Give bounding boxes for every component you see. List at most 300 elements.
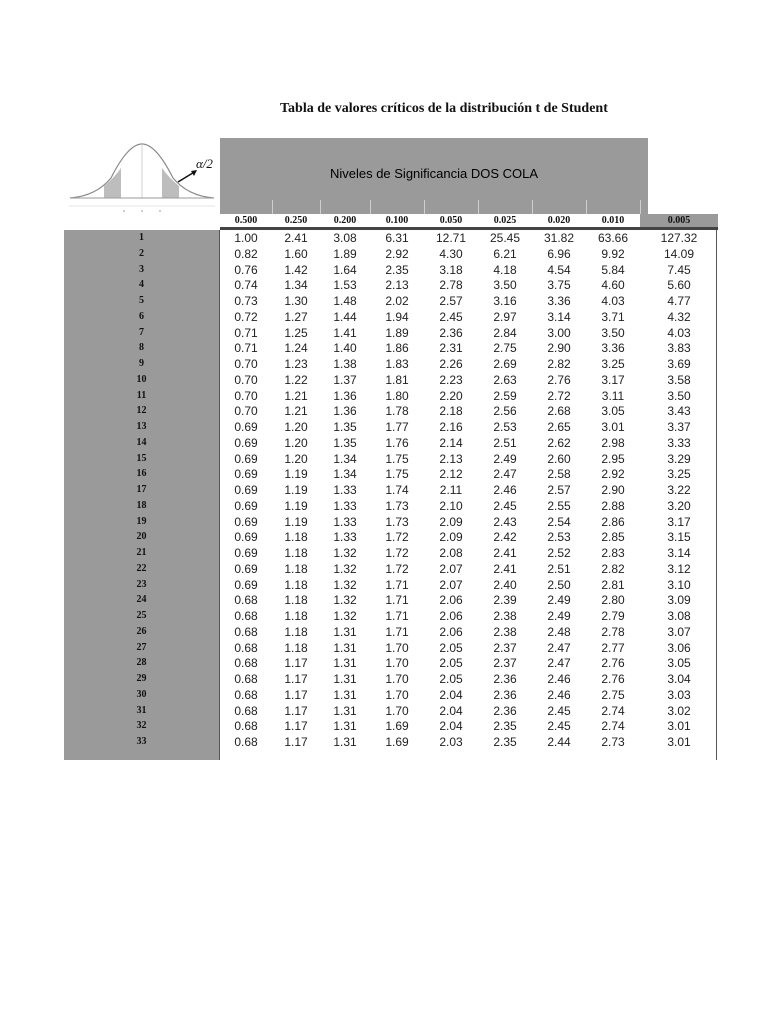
critical-value-cell: 63.66: [597, 231, 629, 245]
critical-value-cell: 1.70: [385, 672, 409, 686]
critical-value-cell: 2.36: [439, 325, 463, 340]
critical-value-cell: 2.38: [493, 624, 517, 639]
critical-value-cell: 2.08: [439, 546, 463, 560]
critical-value-cell: 1.34: [284, 278, 308, 293]
degrees-of-freedom-cell: 30: [136, 688, 147, 700]
critical-value-cell: 1.64: [333, 262, 357, 277]
degrees-of-freedom-cell: 26: [136, 625, 147, 637]
critical-value-cell: 2.06: [439, 609, 463, 623]
critical-value-cell: 1.71: [385, 609, 409, 623]
critical-value-cell: 1.32: [333, 546, 357, 560]
critical-value-cell: 14.09: [663, 246, 695, 261]
critical-value-cell: 1.32: [333, 593, 357, 608]
degrees-of-freedom-cell: 27: [136, 641, 147, 653]
critical-value-cell: 3.15: [667, 530, 691, 545]
critical-value-cell: 1.17: [284, 735, 308, 749]
critical-value-cell: 2.50: [547, 577, 571, 592]
degrees-of-freedom-cell: 12: [136, 405, 147, 417]
critical-value-cell: 0.68: [234, 719, 258, 734]
critical-value-cell: 3.01: [601, 420, 625, 434]
critical-value-cell: 2.46: [547, 687, 571, 702]
critical-value-cell: 1.18: [284, 609, 308, 623]
critical-value-cell: 0.68: [234, 672, 258, 686]
critical-value-cell: 1.18: [284, 561, 308, 576]
critical-value-cell: 3.20: [667, 498, 691, 513]
critical-value-cell: 1.34: [333, 451, 357, 466]
critical-value-cell: 2.58: [547, 467, 571, 482]
critical-value-cell: 2.04: [439, 687, 463, 702]
header-tick: [586, 200, 587, 214]
critical-value-cell: 0.73: [234, 294, 258, 308]
degrees-of-freedom-cell: 20: [136, 531, 147, 543]
critical-value-cell: 2.45: [547, 719, 571, 734]
critical-value-cell: 2.57: [439, 294, 463, 308]
page-title: Tabla de valores críticos de la distribución t de Student: [280, 101, 608, 116]
critical-value-cell: 1.36: [333, 404, 357, 419]
degrees-of-freedom-cell: 9: [139, 358, 144, 369]
critical-value-cell: 1.18: [284, 530, 308, 545]
critical-value-cell: 2.77: [601, 640, 625, 655]
critical-value-cell: 2.75: [493, 341, 517, 356]
critical-value-cell: 0.69: [234, 561, 258, 576]
column-header: 0.500: [234, 215, 258, 226]
critical-value-cell: 0.69: [234, 546, 258, 560]
critical-value-cell: 3.05: [601, 404, 625, 419]
critical-value-cell: 2.82: [601, 561, 625, 576]
critical-value-cell: 1.31: [333, 703, 357, 718]
critical-value-cell: 1.35: [333, 435, 357, 450]
table-row: [64, 293, 718, 309]
critical-value-cell: 0.69: [234, 483, 258, 497]
column-header: 0.200: [333, 215, 357, 226]
critical-value-cell: 3.02: [667, 703, 691, 718]
critical-value-cell: 1.80: [385, 388, 409, 403]
degrees-of-freedom-cell: 2: [139, 247, 144, 259]
header-tick: [424, 200, 425, 214]
critical-value-cell: 2.11: [439, 483, 463, 497]
critical-value-cell: 0.70: [234, 404, 258, 419]
critical-value-cell: 1.33: [333, 483, 357, 497]
critical-value-cell: 3.01: [667, 719, 691, 734]
critical-value-cell: 7.45: [667, 262, 691, 277]
critical-value-cell: 1.76: [385, 435, 409, 450]
table-row: [64, 671, 718, 687]
critical-value-cell: 0.71: [234, 341, 258, 356]
critical-value-cell: 3.16: [493, 294, 517, 308]
critical-value-cell: 2.37: [493, 640, 517, 655]
critical-value-cell: 1.72: [385, 561, 409, 576]
critical-value-cell: 1.70: [385, 656, 409, 671]
critical-value-cell: 6.96: [547, 246, 571, 261]
critical-value-cell: 1.17: [284, 703, 308, 718]
table-row: [64, 482, 718, 498]
critical-value-cell: 2.05: [439, 640, 463, 655]
critical-value-cell: 2.56: [493, 404, 517, 419]
degrees-of-freedom-cell: 1: [139, 232, 144, 243]
table-row: [64, 340, 718, 356]
table-row: [64, 498, 718, 514]
critical-value-cell: 1.21: [284, 404, 308, 419]
critical-value-cell: 1.83: [385, 357, 409, 371]
critical-value-cell: 1.86: [385, 341, 409, 356]
critical-value-cell: 0.68: [234, 703, 258, 718]
degrees-of-freedom-cell: 5: [139, 295, 144, 306]
critical-value-cell: 2.86: [601, 514, 625, 529]
critical-value-cell: 4.77: [667, 294, 691, 308]
critical-value-cell: 4.32: [667, 309, 691, 324]
critical-value-cell: 2.35: [493, 719, 517, 734]
critical-value-cell: 1.72: [385, 546, 409, 560]
table-row: [64, 529, 718, 545]
critical-value-cell: 3.14: [547, 309, 571, 324]
critical-value-cell: 2.74: [601, 703, 625, 718]
critical-value-cell: 2.48: [547, 624, 571, 639]
column-header: 0.025: [493, 215, 517, 226]
table-row: [64, 703, 718, 719]
critical-value-cell: 1.24: [284, 341, 308, 356]
critical-value-cell: 2.46: [547, 672, 571, 686]
critical-value-cell: 1.19: [284, 467, 308, 482]
table-row: [64, 230, 718, 246]
degrees-of-freedom-cell: 13: [136, 421, 147, 432]
critical-value-cell: 3.01: [667, 735, 691, 749]
critical-value-cell: 2.53: [493, 420, 517, 434]
critical-value-cell: 2.76: [601, 656, 625, 671]
critical-value-cell: 0.70: [234, 357, 258, 371]
critical-value-cell: 0.68: [234, 609, 258, 623]
critical-value-cell: 3.06: [667, 640, 691, 655]
table-row: [64, 451, 718, 467]
critical-value-cell: 3.12: [667, 561, 691, 576]
alpha-label: α/2: [196, 156, 213, 171]
critical-value-cell: 1.78: [385, 404, 409, 419]
critical-value-cell: 1.73: [385, 498, 409, 513]
critical-value-cell: 6.21: [493, 246, 517, 261]
critical-value-cell: 9.92: [601, 246, 625, 261]
table-row: [64, 262, 718, 278]
critical-value-cell: 5.84: [601, 262, 625, 277]
significance-header-label: Niveles de Significancia DOS COLA: [329, 166, 539, 181]
degrees-of-freedom-cell: 4: [139, 279, 144, 291]
critical-value-cell: 3.17: [601, 372, 625, 387]
critical-value-cell: 2.06: [439, 593, 463, 608]
degrees-of-freedom-cell: 17: [136, 484, 147, 495]
critical-value-cell: 3.50: [493, 278, 517, 293]
critical-value-cell: 3.71: [601, 309, 625, 324]
critical-value-cell: 2.88: [601, 498, 625, 513]
degrees-of-freedom-cell: 22: [136, 562, 147, 574]
critical-value-cell: 2.49: [547, 609, 571, 623]
critical-value-cell: 2.78: [601, 624, 625, 639]
column-header: 0.050: [439, 215, 463, 226]
critical-value-cell: 1.31: [333, 672, 357, 686]
critical-value-cell: 0.68: [234, 593, 258, 608]
critical-value-cell: 2.51: [493, 435, 517, 450]
critical-value-cell: 1.20: [284, 451, 308, 466]
critical-value-cell: 1.69: [385, 735, 409, 749]
critical-value-cell: 1.44: [333, 309, 357, 324]
critical-value-cell: 3.43: [667, 404, 691, 419]
degrees-of-freedom-cell: 3: [139, 263, 144, 275]
critical-value-cell: 1.19: [284, 483, 308, 497]
critical-value-cell: 3.05: [667, 656, 691, 671]
header-tick: [532, 200, 533, 214]
critical-value-cell: 1.33: [333, 530, 357, 545]
critical-value-cell: 4.60: [601, 278, 625, 293]
critical-value-cell: 0.68: [234, 624, 258, 639]
critical-value-cell: 2.02: [385, 294, 409, 308]
critical-value-cell: 1.31: [333, 624, 357, 639]
degrees-of-freedom-cell: 18: [136, 499, 147, 511]
critical-value-cell: 1.34: [333, 467, 357, 482]
critical-value-cell: 2.42: [493, 530, 517, 545]
critical-value-cell: 1.21: [284, 388, 308, 403]
critical-value-cell: 1.75: [385, 467, 409, 482]
critical-value-cell: 1.60: [284, 246, 308, 261]
critical-value-cell: 1.70: [385, 640, 409, 655]
table-row: [64, 624, 718, 640]
table-row: [64, 419, 718, 435]
table-row: [64, 577, 718, 593]
critical-value-cell: 1.17: [284, 719, 308, 734]
critical-value-cell: 1.89: [333, 246, 357, 261]
critical-value-cell: 3.58: [667, 372, 691, 387]
critical-value-cell: 2.26: [439, 357, 463, 371]
critical-value-cell: 1.94: [385, 309, 409, 324]
critical-value-cell: 3.36: [601, 341, 625, 356]
table-row: [64, 561, 718, 577]
critical-value-cell: 2.40: [493, 577, 517, 592]
critical-value-cell: 1.71: [385, 624, 409, 639]
critical-value-cell: 2.13: [385, 278, 409, 293]
critical-value-cell: 3.69: [667, 357, 691, 371]
table-row: [64, 655, 718, 671]
critical-value-cell: 3.83: [667, 341, 691, 356]
header-tick: [272, 200, 273, 214]
critical-value-cell: 2.16: [439, 420, 463, 434]
critical-value-cell: 2.52: [547, 546, 571, 560]
critical-value-cell: 2.35: [493, 735, 517, 749]
table-row: [64, 325, 718, 341]
critical-value-cell: 2.53: [547, 530, 571, 545]
critical-value-cell: 2.12: [439, 467, 463, 482]
critical-value-cell: 1.30: [284, 294, 308, 308]
critical-value-cell: 1.25: [284, 325, 308, 340]
significance-header: [220, 138, 648, 214]
critical-value-cell: 3.11: [601, 388, 625, 403]
critical-value-cell: 2.73: [601, 735, 625, 749]
critical-value-cell: 3.50: [667, 388, 691, 403]
degrees-of-freedom-cell: 24: [136, 594, 147, 606]
critical-value-cell: 2.92: [385, 246, 409, 261]
critical-value-cell: 1.31: [333, 640, 357, 655]
critical-value-cell: 1.17: [284, 656, 308, 671]
critical-value-cell: 4.03: [601, 294, 625, 308]
critical-value-cell: 0.70: [234, 372, 258, 387]
degrees-of-freedom-cell: 31: [136, 704, 147, 716]
critical-value-cell: 2.47: [493, 467, 517, 482]
critical-value-cell: 127.32: [660, 231, 698, 245]
critical-value-cell: 1.75: [385, 451, 409, 466]
critical-value-cell: 5.60: [667, 278, 691, 293]
degrees-of-freedom-cell: 19: [136, 515, 147, 527]
critical-value-cell: 2.35: [385, 262, 409, 277]
critical-value-cell: 2.85: [601, 530, 625, 545]
critical-value-cell: 2.04: [439, 719, 463, 734]
table-row: [64, 277, 718, 293]
critical-value-cell: 0.68: [234, 640, 258, 655]
critical-value-cell: 1.32: [333, 561, 357, 576]
table-row: [64, 372, 718, 388]
table-row: [64, 608, 718, 624]
critical-value-cell: 2.06: [439, 624, 463, 639]
critical-value-cell: 1.31: [333, 735, 357, 749]
critical-value-cell: 2.43: [493, 514, 517, 529]
critical-value-cell: 1.18: [284, 546, 308, 560]
critical-value-cell: 2.05: [439, 672, 463, 686]
degrees-of-freedom-cell: 25: [136, 610, 147, 621]
critical-value-cell: 1.41: [333, 325, 357, 340]
critical-value-cell: 1.53: [333, 278, 357, 293]
table-row: [64, 309, 718, 325]
critical-value-cell: 2.60: [547, 451, 571, 466]
critical-value-cell: 1.72: [385, 530, 409, 545]
table-row: [64, 466, 718, 482]
degrees-of-freedom-cell: 7: [139, 326, 144, 338]
degrees-of-freedom-cell: 23: [136, 578, 147, 590]
critical-value-cell: 0.76: [234, 262, 258, 277]
critical-value-cell: 3.22: [667, 483, 691, 497]
critical-value-cell: 0.71: [234, 325, 258, 340]
critical-value-cell: 2.49: [493, 451, 517, 466]
critical-value-cell: 0.68: [234, 687, 258, 702]
critical-value-cell: 2.05: [439, 656, 463, 671]
critical-value-cell: 2.18: [439, 404, 463, 419]
critical-value-cell: 2.74: [601, 719, 625, 734]
critical-value-cell: 1.36: [333, 388, 357, 403]
table-row: [64, 356, 718, 372]
critical-value-cell: 1.33: [333, 514, 357, 529]
critical-value-cell: 2.75: [601, 687, 625, 702]
critical-value-cell: 2.38: [493, 609, 517, 623]
critical-value-cell: 2.79: [601, 609, 625, 623]
degrees-of-freedom-cell: 29: [136, 673, 147, 684]
critical-value-cell: 3.07: [667, 624, 691, 639]
table-row: [64, 592, 718, 608]
critical-value-cell: 2.13: [439, 451, 463, 466]
critical-value-cell: 2.36: [493, 672, 517, 686]
critical-value-cell: 1.42: [284, 262, 308, 277]
critical-value-cell: 1.17: [284, 687, 308, 702]
critical-value-cell: 0.72: [234, 309, 258, 324]
critical-value-cell: 3.50: [601, 325, 625, 340]
critical-value-cell: 2.76: [547, 372, 571, 387]
critical-value-cell: 2.78: [439, 278, 463, 293]
critical-value-cell: 1.20: [284, 420, 308, 434]
critical-value-cell: 2.98: [601, 435, 625, 450]
critical-value-cell: 1.32: [333, 577, 357, 592]
critical-value-cell: 1.32: [333, 609, 357, 623]
critical-value-cell: 1.48: [333, 294, 357, 308]
critical-value-cell: 1.00: [234, 231, 258, 245]
table-row: [64, 435, 718, 451]
critical-value-cell: 1.77: [385, 420, 409, 434]
table-row: [64, 514, 718, 530]
critical-value-cell: 1.81: [385, 372, 409, 387]
critical-value-cell: 0.69: [234, 420, 258, 434]
critical-value-cell: 0.70: [234, 388, 258, 403]
critical-value-cell: 4.03: [667, 325, 691, 340]
critical-value-cell: 2.07: [439, 577, 463, 592]
critical-value-cell: 1.31: [333, 719, 357, 734]
critical-value-cell: 6.31: [385, 231, 409, 245]
critical-value-cell: 1.31: [333, 687, 357, 702]
critical-value-cell: 2.14: [439, 435, 463, 450]
critical-value-cell: 2.23: [439, 372, 463, 387]
critical-value-cell: 2.09: [439, 530, 463, 545]
table-row: [64, 640, 718, 656]
critical-value-cell: 2.81: [601, 577, 625, 592]
critical-value-cell: 2.95: [601, 451, 625, 466]
critical-value-cell: 1.70: [385, 687, 409, 702]
critical-value-cell: 1.31: [333, 656, 357, 671]
degrees-of-freedom-cell: 15: [136, 452, 147, 464]
table-row: [64, 687, 718, 703]
column-header: 0.250: [284, 215, 308, 226]
critical-value-cell: 2.04: [439, 703, 463, 718]
critical-value-cell: 3.03: [667, 687, 691, 702]
critical-value-cell: 1.69: [385, 719, 409, 734]
degrees-of-freedom-cell: 33: [136, 736, 147, 747]
critical-value-cell: 2.82: [547, 357, 571, 371]
critical-value-cell: 2.41: [493, 546, 517, 560]
critical-value-cell: 4.30: [439, 246, 463, 261]
critical-value-cell: 2.69: [493, 357, 517, 371]
critical-value-cell: 2.41: [284, 231, 308, 245]
critical-value-cell: 2.55: [547, 498, 571, 513]
degrees-of-freedom-cell: 11: [136, 389, 147, 401]
critical-value-cell: 2.59: [493, 388, 517, 403]
critical-value-cell: 0.68: [234, 656, 258, 671]
critical-value-cell: 0.69: [234, 530, 258, 545]
table-row: [64, 403, 718, 419]
header-tick: [320, 200, 321, 214]
critical-value-cell: 2.90: [601, 483, 625, 497]
critical-value-cell: 2.83: [601, 546, 625, 560]
critical-value-cell: 1.71: [385, 577, 409, 592]
critical-value-cell: 2.80: [601, 593, 625, 608]
critical-value-cell: 3.09: [667, 593, 691, 608]
normal-distribution-curve-icon: [66, 138, 218, 216]
degrees-of-freedom-cell: 32: [136, 720, 147, 732]
critical-value-cell: 1.22: [284, 372, 308, 387]
critical-value-cell: 3.17: [667, 514, 691, 529]
critical-value-cell: 0.82: [234, 246, 258, 261]
critical-value-cell: 2.31: [439, 341, 463, 356]
critical-value-cell: 1.89: [385, 325, 409, 340]
critical-value-cell: 2.72: [547, 388, 571, 403]
degrees-of-freedom-cell: 28: [136, 657, 147, 669]
critical-value-cell: 31.82: [543, 231, 575, 245]
critical-value-cell: 2.45: [439, 309, 463, 324]
column-header: 0.010: [601, 215, 625, 226]
critical-value-cell: 4.18: [493, 262, 517, 277]
critical-value-cell: 2.65: [547, 420, 571, 434]
critical-value-cell: 2.07: [439, 561, 463, 576]
degrees-of-freedom-cell: 6: [139, 310, 144, 322]
critical-value-cell: 2.68: [547, 404, 571, 419]
critical-value-cell: 1.71: [385, 593, 409, 608]
